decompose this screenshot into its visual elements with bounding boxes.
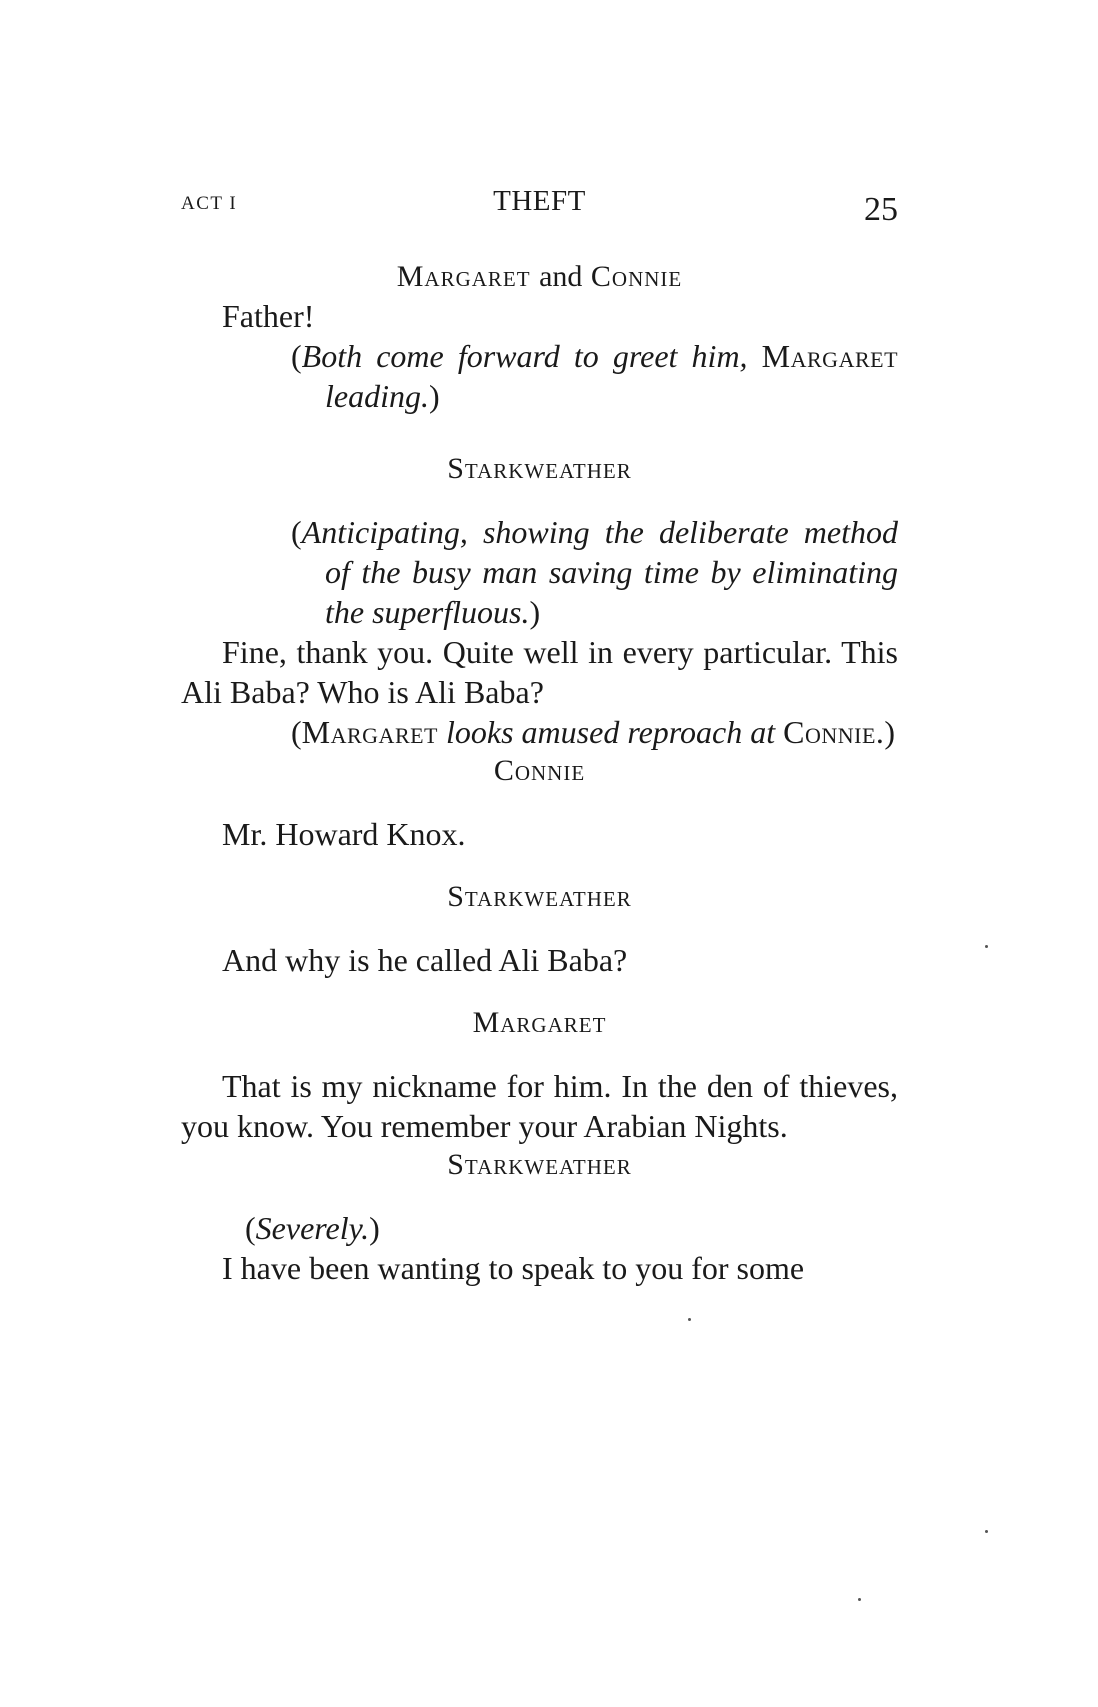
dialogue-line: Father!: [222, 298, 315, 334]
dialogue-paragraph: Fine, thank you. Quite well in every particular. This Ali Baba? Who is Ali Baba?: [181, 634, 898, 710]
speaker-heading: [181, 258, 898, 296]
speaker-heading: Starkweather: [447, 880, 632, 913]
dialogue-paragraph: That is my nickname for him. In the den of thieves, you know. You remember your Arabian Nights.: [181, 1068, 898, 1144]
page-title: THEFT: [493, 185, 586, 217]
speaker-name: Connie: [590, 260, 683, 293]
running-header: [181, 185, 898, 235]
dialogue-line: Mr. Howard Knox.: [222, 816, 466, 852]
speaker-name: Margaret: [396, 260, 531, 293]
specks-decoration: [985, 945, 988, 948]
specks-decoration: [688, 1318, 691, 1321]
stage-direction: (Both come forward to greet him, Margaret leading.): [291, 338, 899, 414]
speaker-heading: Connie: [493, 754, 586, 787]
dialogue-line: And why is he called Ali Baba?: [222, 942, 628, 978]
character-name: Connie.: [783, 714, 885, 750]
stage-direction: (Severely.): [245, 1210, 380, 1246]
stage-direction: (Anticipating, showing the deliberate method of the busy man saving time by eliminating the superfluous.): [291, 514, 898, 630]
speaker-heading: Starkweather: [447, 452, 632, 485]
character-name: Margaret: [301, 714, 438, 750]
page-number: 25: [864, 191, 898, 228]
play-text: [181, 258, 898, 1288]
speaker-conjunction: and: [539, 260, 583, 293]
specks-decoration: [858, 1598, 861, 1601]
specks-decoration: [985, 1530, 988, 1533]
act-label: ACT I: [181, 193, 238, 214]
speaker-heading: Margaret: [472, 1006, 607, 1039]
dialogue-line: I have been wanting to speak to you for some: [222, 1250, 805, 1286]
stage-direction: (Margaret looks amused reproach at Connie.): [291, 714, 896, 750]
speaker-heading: Starkweather: [447, 1148, 632, 1181]
character-name: Margaret: [761, 338, 899, 374]
